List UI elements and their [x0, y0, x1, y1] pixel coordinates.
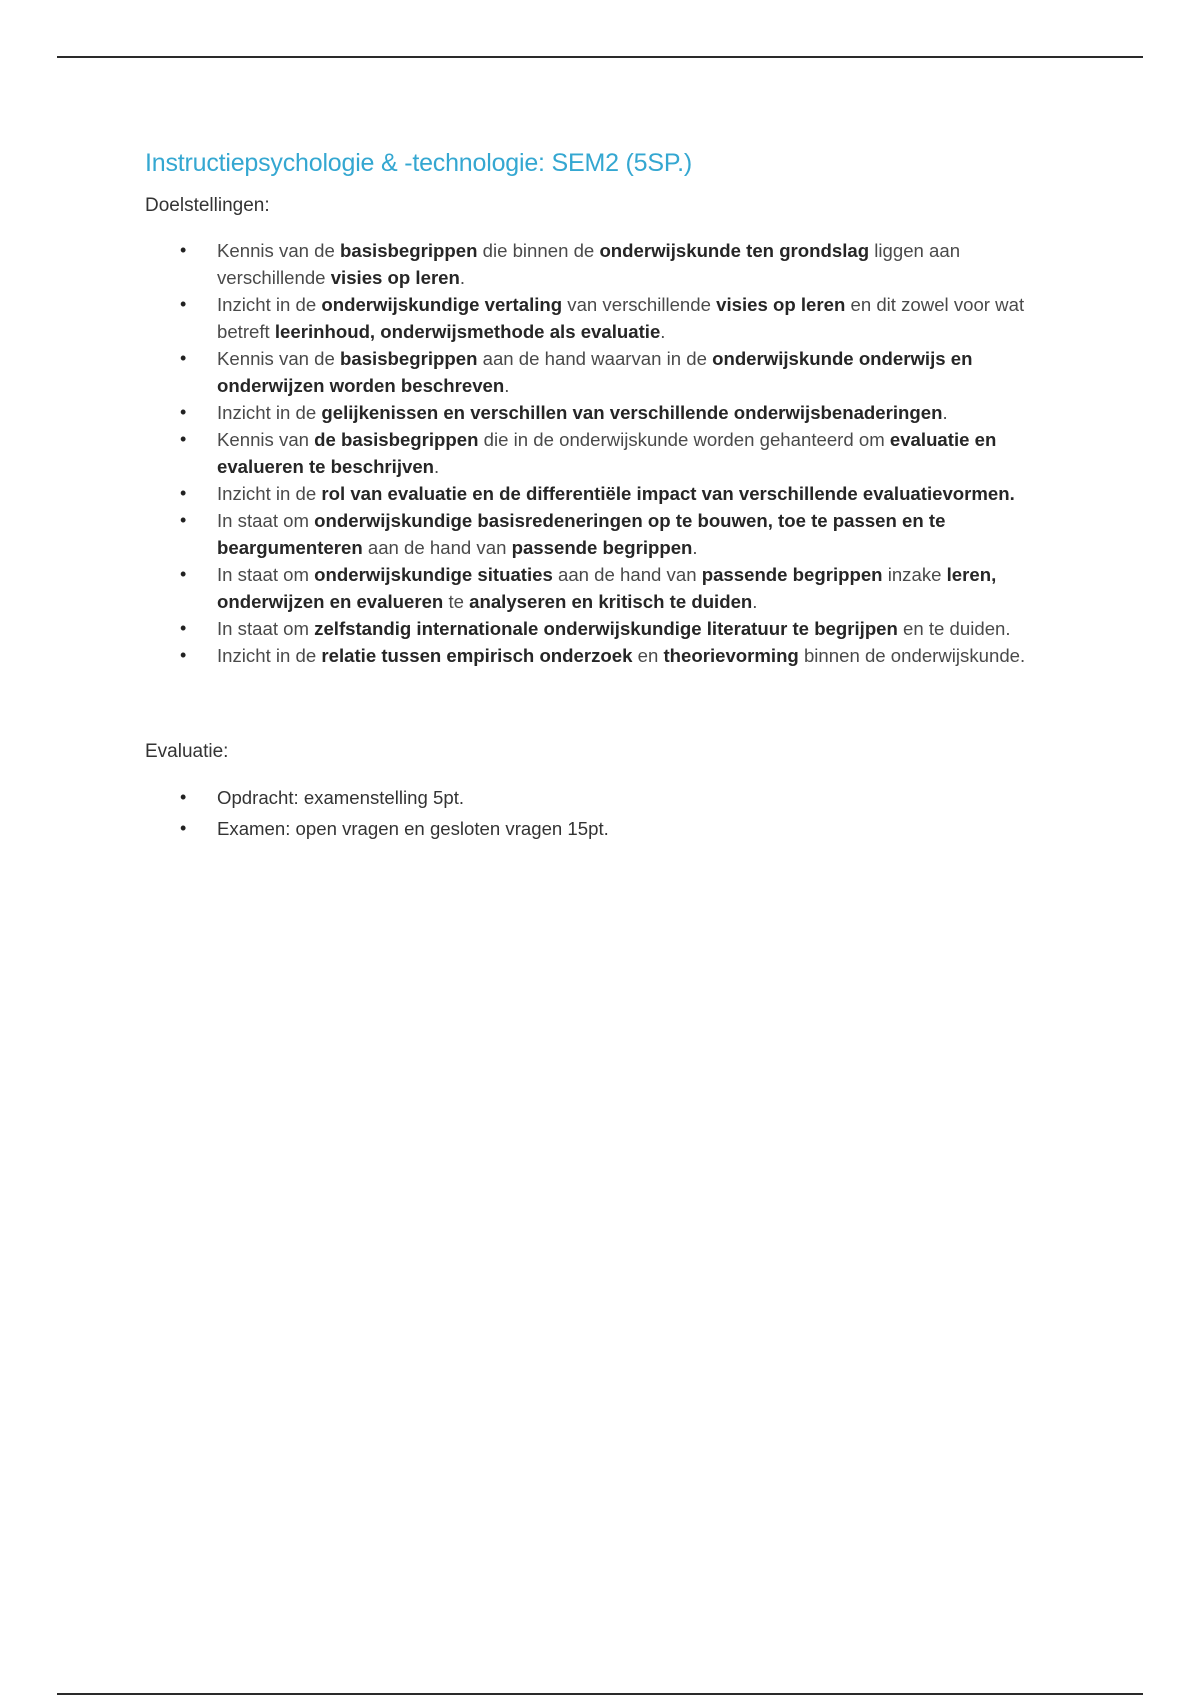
goal-text: .: [504, 375, 510, 396]
bullet-icon: •: [180, 483, 187, 503]
bullet-icon: •: [180, 818, 187, 838]
goal-text-bold: leerinhoud, onderwijsmethode als evaluatie: [274, 321, 661, 342]
goal-text: Kennis van de: [217, 240, 341, 261]
goal-item: [145, 291, 1055, 345]
goal-item: [145, 426, 1055, 480]
evaluation-list: [145, 782, 1055, 844]
goal-text: .: [434, 456, 440, 477]
goal-item: [145, 642, 1055, 669]
goal-text: aan de hand waarvan in de: [477, 348, 713, 369]
goal-text-bold: onderwijskunde ten grondslag: [599, 240, 870, 261]
goal-item: [145, 345, 1055, 399]
goal-text: .: [459, 267, 466, 288]
goal-text: en dit zowel voor wat betreft: [217, 294, 1025, 342]
goal-text: In staat om: [217, 510, 315, 531]
goal-text: Kennis van: [217, 429, 315, 450]
goal-text: .: [752, 591, 758, 612]
bullet-icon: •: [180, 618, 187, 638]
goal-text: liggen aan verschillende: [217, 240, 961, 288]
goal-text-bold: onderwijskundige vertaling: [321, 294, 563, 315]
goal-text: .: [660, 321, 666, 342]
evaluation-item: [145, 782, 1055, 813]
goal-text-bold: visies op leren: [330, 267, 460, 288]
goal-text-bold: onderwijskunde onderwijs en onderwijzen worden beschreven: [217, 348, 973, 396]
header-rule: [57, 56, 1143, 58]
bullet-icon: •: [180, 429, 187, 449]
goal-text: In staat om: [217, 618, 315, 639]
goal-text: binnen de onderwijskunde.: [798, 645, 1026, 666]
goal-item: [145, 399, 1055, 426]
goal-text-bold: evaluatie en evalueren te beschrijven: [217, 429, 997, 477]
goal-text: van verschillende: [562, 294, 717, 315]
evaluation-text: Opdracht: examenstelling 5pt.: [217, 787, 465, 808]
goal-text: aan de hand van: [362, 537, 512, 558]
bullet-icon: •: [180, 294, 187, 314]
goal-text-bold: zelfstandig internationale onderwijskundige literatuur te begrijpen: [314, 618, 898, 639]
goal-text-bold: analyseren en kritisch te duiden: [469, 591, 753, 612]
goal-text: .: [692, 537, 698, 558]
goal-text: en: [632, 645, 664, 666]
bullet-icon: •: [180, 348, 187, 368]
goal-item: [145, 480, 1055, 507]
bullet-icon: •: [180, 402, 187, 422]
goal-text-bold: leren, onderwijzen en evalueren: [217, 564, 997, 612]
bullet-icon: •: [180, 240, 187, 260]
goal-item: [145, 507, 1055, 561]
goal-text-bold: gelijkenissen en verschillen van verschillende onderwijsbenaderingen: [321, 402, 943, 423]
goal-text-bold: relatie tussen empirisch onderzoek: [321, 645, 633, 666]
goal-text-bold: onderwijskundige basisredeneringen op te bouwen, toe te passen en te beargumenteren: [217, 510, 946, 558]
bullet-icon: •: [180, 787, 187, 807]
goal-text: aan de hand van: [552, 564, 702, 585]
goal-text-bold: onderwijskundige situaties: [314, 564, 553, 585]
bullet-icon: •: [180, 564, 187, 584]
goal-text: die binnen de: [477, 240, 600, 261]
bullet-icon: •: [180, 510, 187, 530]
goal-text-bold: de basisbegrippen: [314, 429, 479, 450]
goal-item: [145, 237, 1055, 291]
goal-text-bold: basisbegrippen: [340, 348, 478, 369]
goal-text: inzake: [882, 564, 947, 585]
goal-text: Inzicht in de: [217, 294, 322, 315]
goal-text-bold: passende begrippen: [701, 564, 883, 585]
goal-text-bold: theorievorming: [663, 645, 799, 666]
goal-text: .: [942, 402, 948, 423]
goals-heading: Doelstellingen:: [145, 195, 270, 216]
evaluation-item: [145, 813, 1055, 844]
goal-text: Inzicht in de: [217, 402, 322, 423]
goal-text: te: [443, 591, 470, 612]
evaluation-text: Examen: open vragen en gesloten vragen 15pt.: [217, 818, 609, 839]
goal-item: [145, 615, 1055, 642]
goal-item: [145, 561, 1055, 615]
goals-list: [145, 237, 1055, 669]
goal-text: Inzicht in de: [217, 645, 322, 666]
goal-text-bold: rol van evaluatie en de differentiële impact van verschillende evaluatievormen.: [321, 483, 1015, 504]
footer-rule: [57, 1693, 1143, 1695]
goal-text-bold: basisbegrippen: [340, 240, 478, 261]
goal-text: Inzicht in de: [217, 483, 322, 504]
goal-text: en te duiden.: [897, 618, 1011, 639]
goal-text: In staat om: [217, 564, 315, 585]
evaluation-heading: Evaluatie:: [145, 741, 229, 762]
goal-text-bold: visies op leren: [716, 294, 846, 315]
goal-text: die in de onderwijskunde worden gehanteerd om: [478, 429, 890, 450]
document-body: [145, 146, 1055, 844]
goal-text: Kennis van de: [217, 348, 341, 369]
goal-text-bold: passende begrippen: [511, 537, 693, 558]
bullet-icon: •: [180, 645, 187, 665]
page-title: Instructiepsychologie & -technologie: SEM2 (5SP.): [145, 149, 692, 177]
